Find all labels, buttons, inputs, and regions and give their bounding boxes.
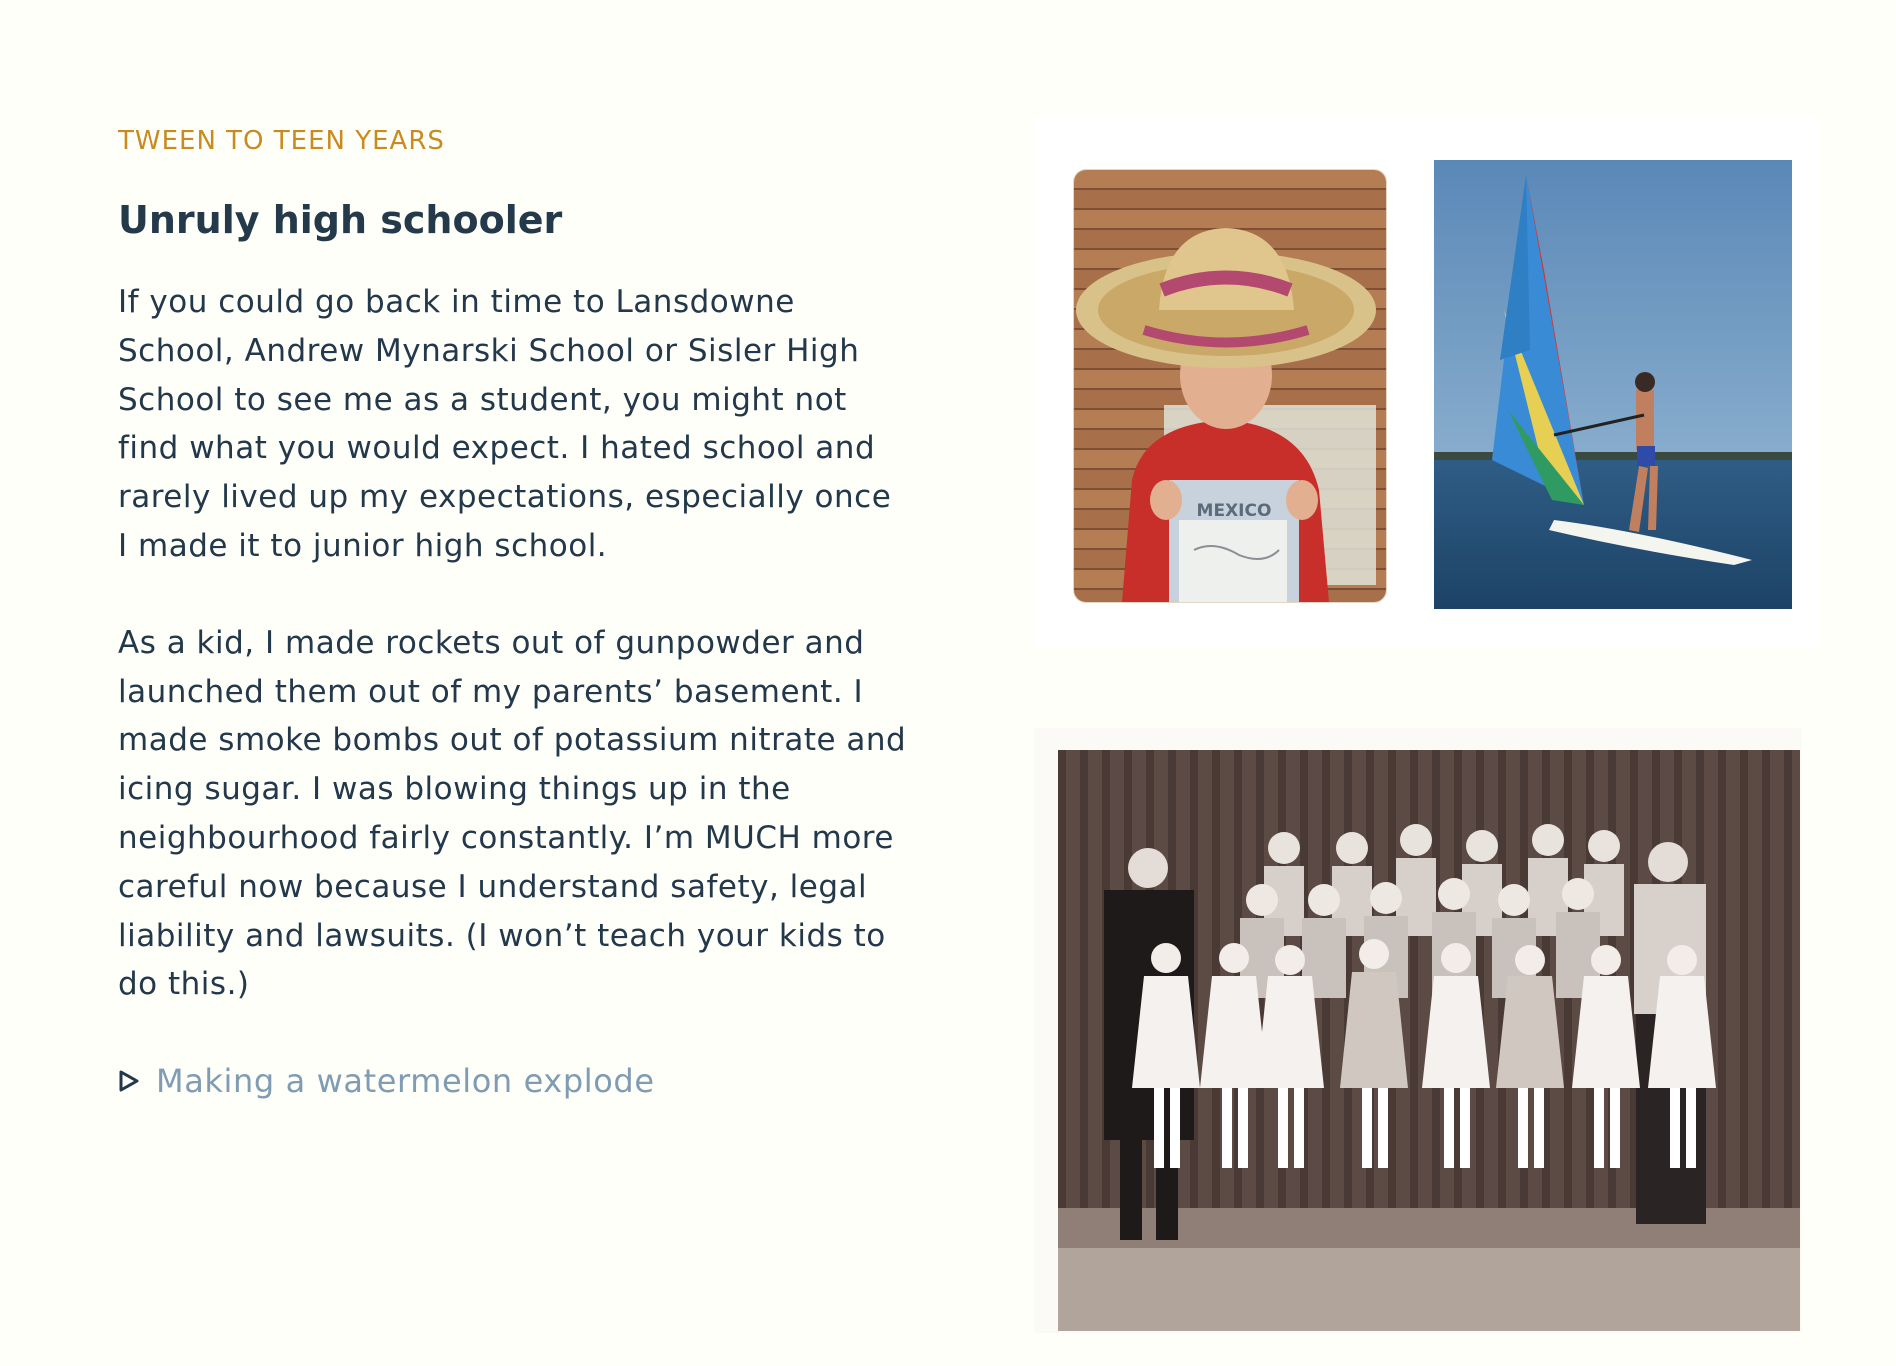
windsurf-photo [1434,160,1792,609]
class-group-photo [1036,728,1800,1331]
story-section [118,118,908,1105]
play-outline-icon [118,1069,146,1093]
paragraph-school: If you could go back in time to Lansdowne School, Andrew Mynarski School or Sisler High School to see me as a student, you might not find what you would expect. I hated school and rarely lived up my expectations, especially once I made it to junior high school. [118,284,892,564]
section-title: Unruly high schooler [118,198,563,242]
book-cover-text: MEXICO [1196,501,1272,521]
section-eyebrow: TWEEN TO TEEN YEARS [118,126,445,156]
paragraph-rockets: As a kid, I made rockets out of gunpowder and launched them out of my parents’ basement. I made smoke bombs out of potassium nitrate and icing sugar. I was blowing things up in the neighbourhood fairly constantly. I’m MUCH more careful now because I understand safety, legal liability and lawsuits. (I won’t teach your kids to do this.) [118,624,907,1003]
video-link-label: Making a watermelon explode [156,1062,655,1101]
watermelon-video-link[interactable] [118,1057,908,1105]
sombrero-photo [1074,170,1386,602]
